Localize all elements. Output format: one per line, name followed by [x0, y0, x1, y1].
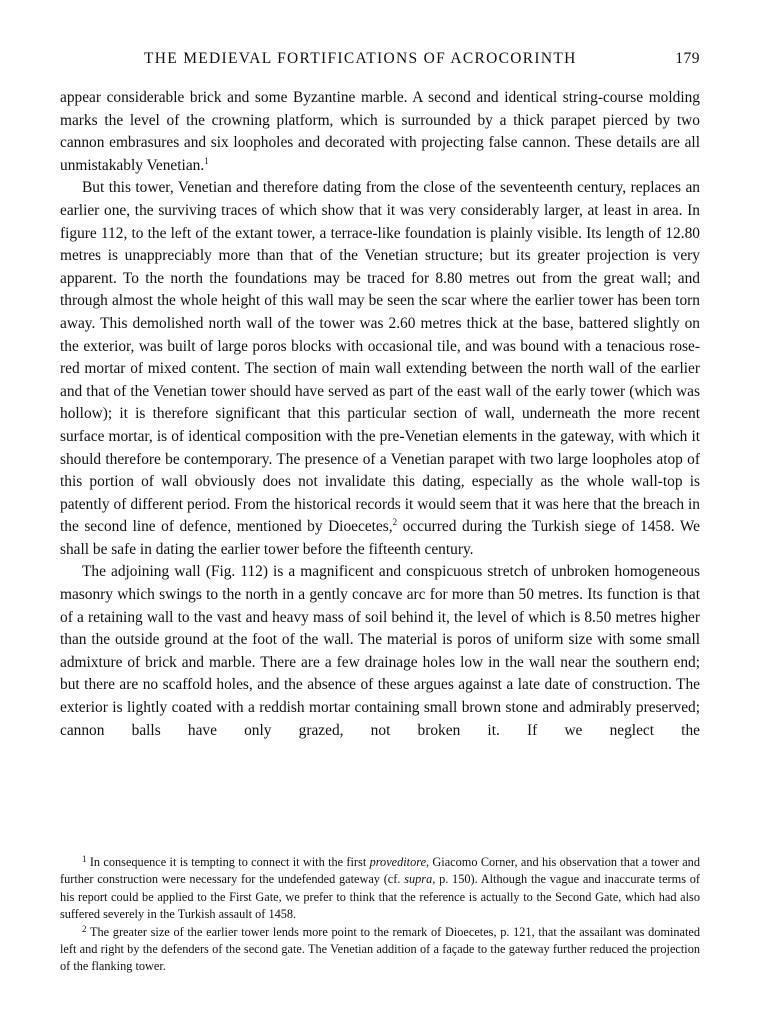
footnote-italic-term: supra — [404, 872, 433, 887]
paragraph-3 — [60, 561, 700, 742]
footnote-1 — [60, 854, 700, 924]
paragraph-text: appear considerable brick and some Byzantine marble. A second and identical string-course molding marks the level of the crowning platform, which is surrounded by a thick parapet pierced by two cannon embrasures and six loopholes and decorated with projecting false cannon. These details are all unmistakably Venetian. — [60, 89, 700, 174]
footnote-text: , p. 150). Although the vague and inaccurate terms of his report could be applied to the First Gate, we prefer to think that the reference is actually to the Second Gate, which had also suffered severely in the Turkish assault of 1458. — [60, 872, 700, 922]
footnote-text: , Giacomo Corner, and his observation that a tower and further construction were necessary for the undefended gateway (cf. — [60, 855, 700, 887]
footnote-text: The greater size of the earlier tower lends more point to the remark of Dioecetes, p. 121, that the assailant was dominated left and right by the defenders of the second gate. The Venetian addition of a façade to the gateway further reduced the projection of the flanking tower. — [60, 924, 700, 974]
footnote-text: In consequence it is tempting to connect it with the first — [89, 855, 370, 869]
paragraph-text: The adjoining wall (Fig. 112) is a magnificent and conspicuous stretch of unbroken homogeneous masonry which swings to the north in a gently concave arc for more than 50 metres. Its function is that of a retaining wall to the vast and heavy mass of soil behind it, the level of which is 8.50 metres higher than the outside ground at the foot of the wall. The material is poros of uniform size with some small admixture of brick and marble. There are a few drainage holes low in the wall near the southern end; but there are no scaffold holes, and the absence of these argues against a late date of construction. The exterior is lightly coated with a reddish mortar containing small brown stone and admirably preserved; cannon balls have only grazed, not broken it. If we neglect the — [60, 563, 700, 739]
paragraph-text: But this tower, Venetian and therefore dating from the close of the seventeenth century, replaces an earlier one, the surviving traces of which show that it was very considerably larger, at least in area. In figure 112, to the left of the extant tower, a terrace-like foundation is plainly visible. Its length of 12.80 metres is unappreciably more than that of the Venetian structure; but its greater projection is very apparent. To the north the foundations may be traced for 8.80 metres out from the great wall; and through almost the whole height of this wall may be seen the scar where the earlier tower has been torn away. This demolished north wall of the tower was 2.60 metres thick at the base, battered slightly on the exterior, was built of large poros blocks with occasional tile, and was bound with a tenacious rose-red mortar of mixed content. The section of main wall extending between the north wall of the earlier and that of the Venetian tower should have served as part of the east wall of the early tower (which was hollow); it is therefore significant that this particular section of wall, underneath the more recent surface mortar, is of identical composition with the pre-Venetian elements in the gateway, with which it should therefore be contemporary. The presence of a Venetian parapet with two large loopholes atop of this portion of wall obviously does not invalidate this dating, especially as the whole wall-top is patently of different period. From the historical records it would seem that it was here that the breach in the second line of defence, mentioned by Dioecetes, — [60, 179, 700, 536]
footnote-ref-2: 2 — [392, 517, 398, 528]
running-title: THE MEDIEVAL FORTIFICATIONS OF ACROCORINTH — [144, 50, 577, 67]
running-head — [60, 50, 700, 76]
body-text — [60, 87, 700, 742]
footnotes — [60, 854, 700, 976]
footnote-2 — [60, 924, 700, 976]
footnote-ref-1: 1 — [204, 155, 209, 166]
footnote-italic-term: proveditore — [369, 855, 427, 869]
footnote-marker: 1 — [82, 854, 87, 864]
paragraph-text: occurred during the Turkish siege of 1458. We shall be safe in dating the earlier tower before the fifteenth century. — [60, 518, 700, 558]
footnote-marker: 2 — [82, 923, 87, 934]
paragraph-2 — [60, 177, 700, 561]
book-page — [60, 50, 700, 974]
page-number: 179 — [675, 50, 700, 67]
paragraph-1 — [60, 87, 700, 177]
